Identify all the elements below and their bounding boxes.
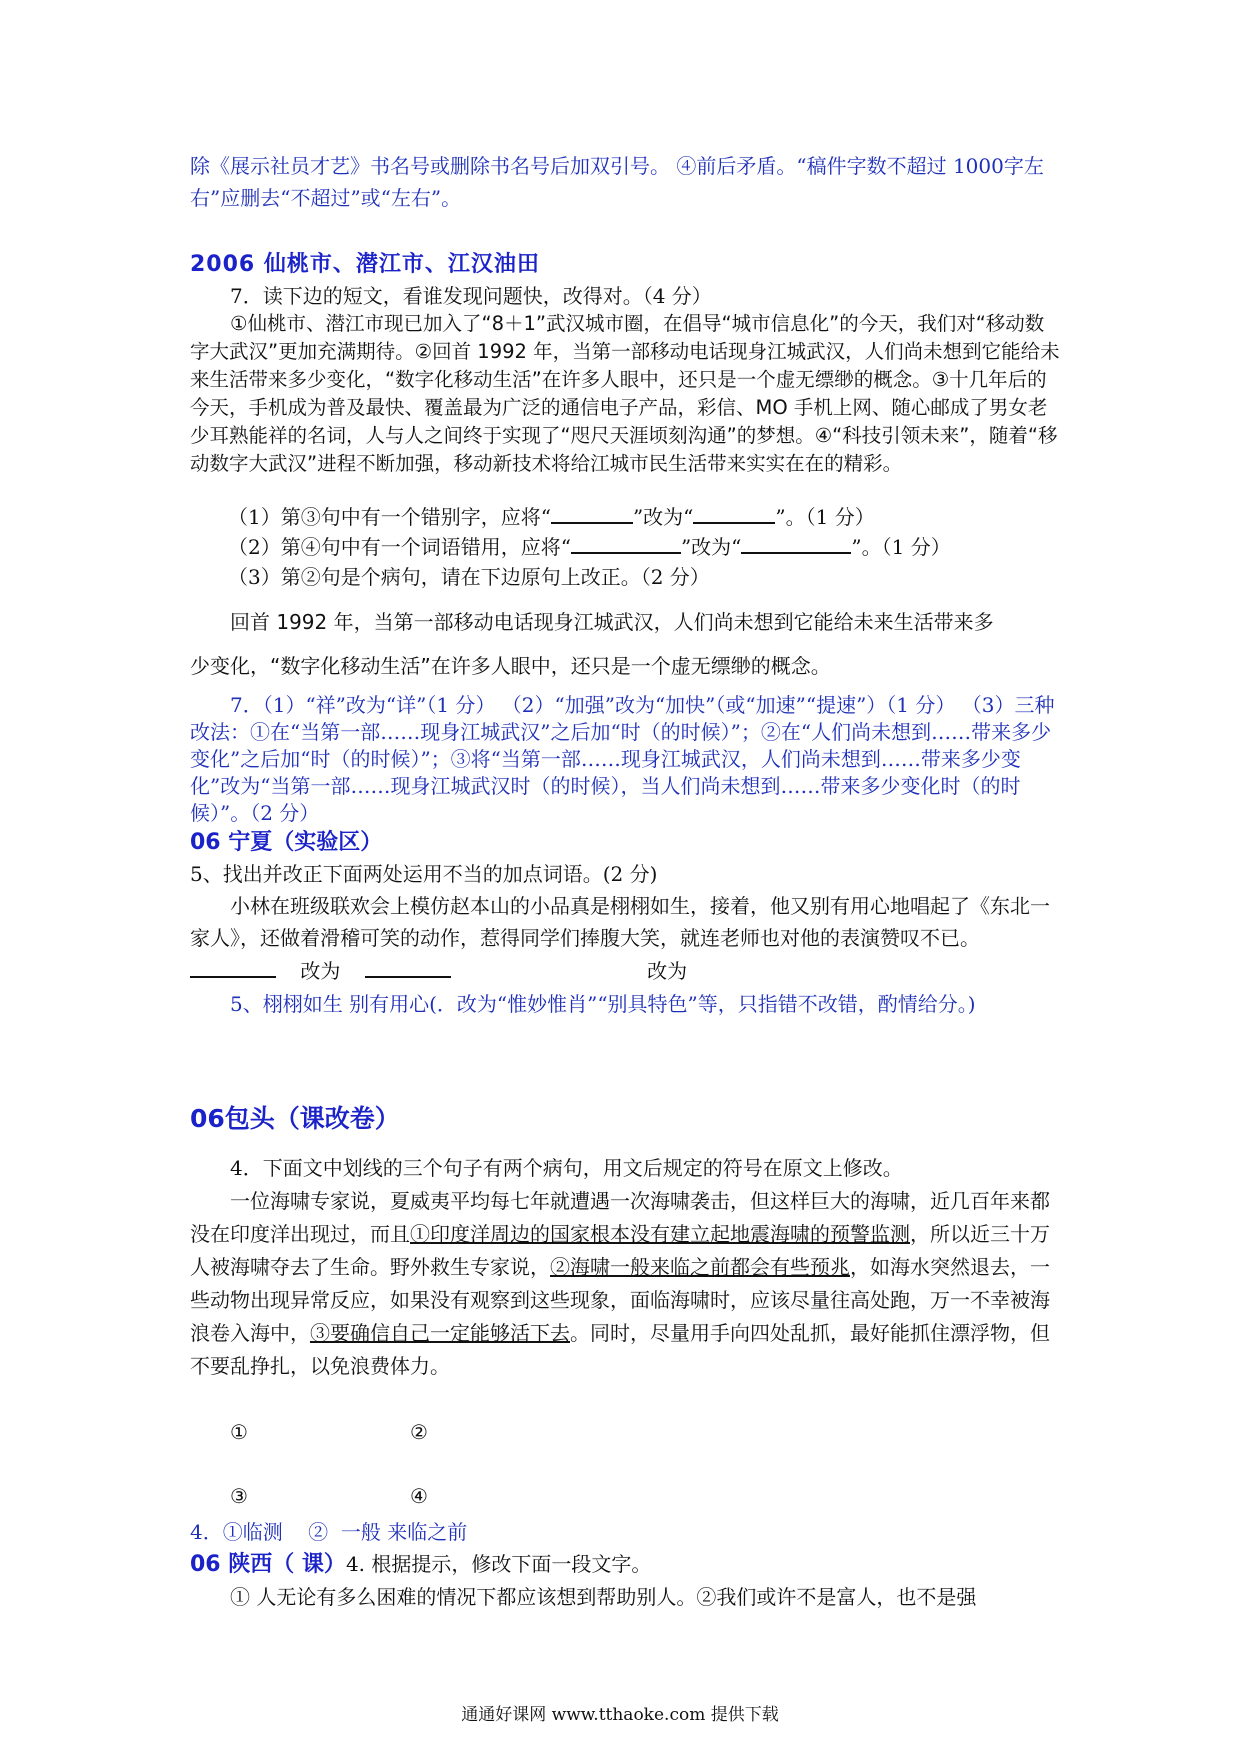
answer-blank[interactable] — [551, 502, 633, 524]
top-answer-text: 除《展示社员才艺》书名号或删除书名号后加双引号。 ④前后矛盾。“稿件字数不超过 1000字左右”应删去“不超过”或“左右”。 — [190, 154, 1044, 210]
question-5-passage: 小林在班级联欢会上模仿赵本山的小品真是栩栩如生，接着，他又别有用心地唱起了《东北一家人》，还做着滑稽可笑的动作，惹得同学们捧腹大笑，就连老师也对他的表演赞叹不已。 — [190, 894, 1050, 950]
answer-4-text: 4．①临测 ② 一般 来临之前 — [190, 1520, 468, 1544]
answer-7-text: 7．（1）“祥”改为“详”（1 分） （2）“加强”改为“加快”（或“加速”“提速”）（1 分） （3）三种改法：①在“当第一部……现身江城武汉”之后加“时（的时候）”；②在“人们尚未想到……带来多少变化”之后加“时（的时候）”；③将“当第一部……现身江城武汉，人们尚未想到……带来多少变化”改为“当第一部……现身江城武汉时（的时候），当人们尚未想到……带来多少变化时（的时候）”。（2 分） — [190, 693, 1055, 825]
subitem-3: （3）第②句是个病句，请在下边原句上改正。（2 分） — [228, 565, 710, 589]
underlined-sentence-3: ③要确信自己一定能够活下去 — [310, 1321, 570, 1345]
answer-7 — [190, 692, 1060, 827]
answer-blank[interactable] — [571, 532, 681, 554]
question-4-passage: 一位海啸专家说，夏威夷平均每七年就遭遇一次海啸袭击，但这样巨大的海啸，近几百年来都没在印度洋出现过，而且①印度洋周边的国家根本没有建立起地震海啸的预警监测，所以近三十万人被海啸夺去了生命。野外救生专家说，②海啸一般来临之前都会有些预兆，如海水突然退去，一些动物出现异常反应，如果没有观察到这些现象，面临海啸时，应该尽量往高处跑，万一不幸被海浪卷入海中，③要确信自己一定能够活下去。同时，尽量用手向四处乱抓，最好能抓住漂浮物，但不要乱挣扎，以免浪费体力。 — [190, 1189, 1050, 1378]
question-5-prompt: 5、找出并改正下面两处运用不当的加点词语。(2 分) — [190, 862, 658, 886]
question-7-subitems — [190, 502, 1060, 592]
question-7-prompt: 7．读下边的短文，看谁发现问题快，改得对。（4 分） — [230, 284, 712, 308]
section-title: 06 宁夏（实验区） — [190, 830, 383, 855]
subitem-2: （2）第④句中有一个词语错用，应将“ ”改为“ ”。（1 分） — [190, 532, 1060, 562]
page-footer: 通通好课网 www.tthaoke.com 提供下载 — [461, 1705, 779, 1725]
mark-2: ② — [410, 1420, 428, 1444]
section-baotou — [190, 1102, 1060, 1136]
answer-blank[interactable] — [693, 502, 775, 524]
change-line: 改为 改为 — [190, 954, 1060, 988]
question-7 — [190, 282, 1060, 478]
section-ningxia — [190, 828, 1060, 1020]
underlined-sentence-1: ①印度洋周边的国家根本没有建立起地震海啸的预警监测 — [410, 1222, 910, 1246]
original-line-2: 少变化，“数字化移动生活”在许多人眼中，还只是一个虚无缥缈的概念。 — [190, 654, 831, 678]
answer-5-text: 5、栩栩如生 别有用心(．改为“惟妙惟肖”“别具特色”等，只指错不改错，酌情给分。) — [230, 992, 976, 1016]
question-4-prompt: 4. 根据提示，修改下面一段文字。 — [345, 1552, 652, 1576]
original-sentence — [190, 600, 1060, 688]
mark-3: ③ — [230, 1484, 248, 1508]
section-title: 06包头（课改卷） — [190, 1104, 400, 1133]
question-4-baotou — [190, 1152, 1060, 1383]
section-2006-xiantao — [190, 250, 1060, 280]
mark-1: ① — [230, 1420, 248, 1444]
underlined-sentence-2: ②海啸一般来临之前都会有些预兆 — [550, 1255, 850, 1279]
original-line-1: 回首 1992 年，当第一部移动电话现身江城武汉，人们尚未想到它能给未来生活带来多 — [230, 610, 994, 634]
answer-blank[interactable] — [190, 956, 276, 978]
answer-4-baotou — [190, 1516, 1060, 1548]
answer-blank[interactable] — [365, 956, 451, 978]
top-answer-block — [190, 150, 1060, 214]
mark-4: ④ — [410, 1484, 428, 1508]
question-4-line: ① 人无论有多么困难的情况下都应该想到帮助别人。②我们或许不是富人，也不是强 — [230, 1585, 977, 1609]
section-shaanxi — [190, 1548, 1060, 1613]
subitem-1: （1）第③句中有一个错别字，应将“ ”改为“ ”。（1 分） — [190, 502, 1060, 532]
question-7-passage: ①仙桃市、潜江市现已加入了“8＋1”武汉城市圈，在倡导“城市信息化”的今天，我们对“移动数字大武汉”更加充满期待。②回首 1992 年，当第一部移动电话现身江城武汉，人们尚未想到它能给未来生活带来多少变化，“数字化移动生活”在许多人眼中，还只是一个虚无缥缈的概念。③十几年后的今天，手机成为普及最快、覆盖最为广泛的通信电子产品，彩信、MO 手机上网、随心邮成了男女老少耳熟能祥的名词，人与人之间终于实现了“咫尺天涯顷刻沟通”的梦想。④“科技引领未来”，随着“移动数字大武汉”进程不断加强，移动新技术将给江城市民生活带来实实在在的精彩。 — [190, 312, 1060, 475]
answer-blank[interactable] — [741, 532, 851, 554]
section-title: 06 陕西（ 课） — [190, 1552, 346, 1577]
section-title: 2006 仙桃市、潜江市、江汉油田 — [190, 252, 540, 277]
question-4-prompt: 4．下面文中划线的三个句子有两个病句，用文后规定的符号在原文上修改。 — [230, 1156, 903, 1180]
